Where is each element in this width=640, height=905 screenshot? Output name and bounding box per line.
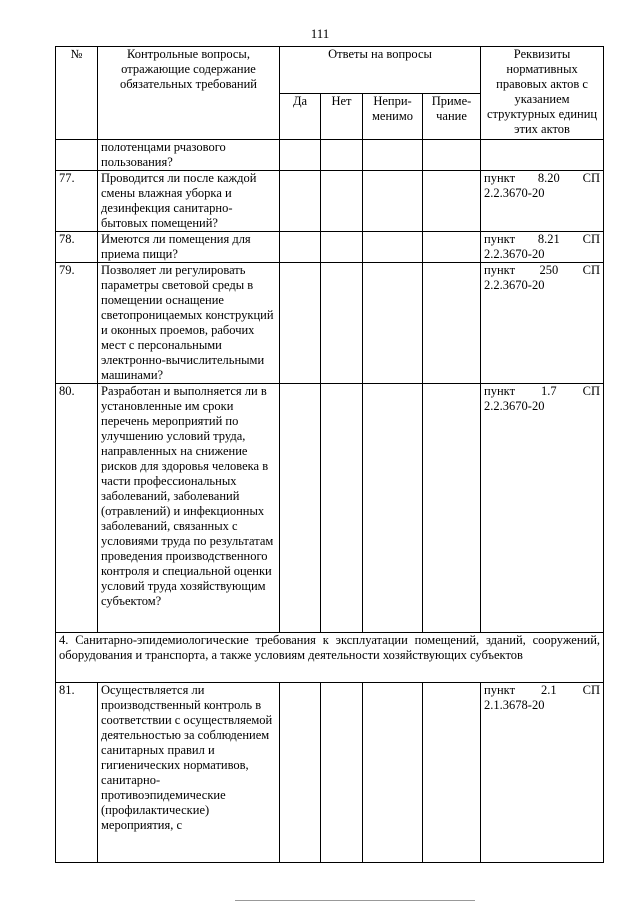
row-num: 79. — [56, 263, 98, 384]
question-cell: Разработан и выполняется ли в установленные им сроки перечень мероприятий по улучшению условий труда, направленных на снижение рисков для здоровья человека в части профессиональных заболеваний, заболеваний (отравлений) и инфекционных заболеваний, связанных с условиями труда по результатам проведения производственного контроля и специальной оценки условий труда хозяйствующим субъектом? — [98, 384, 280, 633]
answer-yes-cell[interactable] — [280, 263, 321, 384]
answer-yes-cell[interactable] — [280, 232, 321, 263]
answer-no-cell[interactable] — [321, 384, 363, 633]
answer-note-cell[interactable] — [423, 683, 481, 863]
table-row — [56, 171, 604, 232]
answer-yes-cell[interactable] — [280, 171, 321, 232]
ref-cell: пункт 8.20 СП 2.2.3670-20 — [481, 171, 604, 232]
checklist-table — [55, 46, 604, 863]
answer-no-cell[interactable] — [321, 263, 363, 384]
answer-note-cell[interactable] — [423, 263, 481, 384]
ref-cell: пункт 8.21 СП 2.2.3670-20 — [481, 232, 604, 263]
table-row — [56, 384, 604, 633]
header-yes: Да — [280, 94, 321, 140]
page-bottom-rule — [235, 900, 475, 901]
row-num: 80. — [56, 384, 98, 633]
answer-note-cell[interactable] — [423, 140, 481, 171]
answer-yes-cell[interactable] — [280, 140, 321, 171]
answer-na-cell[interactable] — [363, 683, 423, 863]
answer-na-cell[interactable] — [363, 263, 423, 384]
row-num: 77. — [56, 171, 98, 232]
answer-note-cell[interactable] — [423, 232, 481, 263]
table-row — [56, 140, 604, 171]
header-requisites: Реквизиты нормативных правовых актов с указанием структурных единиц этих актов — [481, 47, 604, 140]
row-num: 81. — [56, 683, 98, 863]
answer-na-cell[interactable] — [363, 140, 423, 171]
question-cell: Позволяет ли регулировать параметры световой среды в помещении оснащение светопроницаемых конструкций и оконных проемов, рабочих мест с персональными электронно-вычислительными машинами? — [98, 263, 280, 384]
header-questions: Контрольные вопросы, отражающие содержание обязательных требований — [98, 47, 280, 140]
answer-no-cell[interactable] — [321, 232, 363, 263]
ref-cell: пункт 250 СП 2.2.3670-20 — [481, 263, 604, 384]
ref-cell: пункт 1.7 СП 2.2.3670-20 — [481, 384, 604, 633]
answer-no-cell[interactable] — [321, 683, 363, 863]
ref-cell — [481, 140, 604, 171]
section-title: 4. Санитарно-эпидемиологические требования к эксплуатации помещений, зданий, сооружений, оборудования и транспорта, а также условиям деятельности хозяйствующих субъектов — [56, 633, 604, 683]
answer-na-cell[interactable] — [363, 171, 423, 232]
answer-na-cell[interactable] — [363, 384, 423, 633]
page-number: 111 — [310, 26, 330, 41]
ref-cell: пункт 2.1 СП 2.1.3678-20 — [481, 683, 604, 863]
answer-no-cell[interactable] — [321, 140, 363, 171]
header-no: Нет — [321, 94, 363, 140]
row-num: 78. — [56, 232, 98, 263]
header-num: № — [56, 47, 98, 140]
table-row — [56, 232, 604, 263]
table-row — [56, 683, 604, 863]
answer-note-cell[interactable] — [423, 171, 481, 232]
header-answers: Ответы на вопросы — [280, 47, 481, 94]
answer-na-cell[interactable] — [363, 232, 423, 263]
num-cell — [56, 140, 98, 171]
question-cell: Осуществляется ли производственный контроль в соответствии с осуществляемой деятельностью за соблюдением санитарных правил и гигиенических нормативов, санитарно-противоэпидемические (профилактические) мероприятия, с — [98, 683, 280, 863]
table-row — [56, 263, 604, 384]
header-not-applicable: Непри- менимо — [363, 94, 423, 140]
answer-note-cell[interactable] — [423, 384, 481, 633]
header-note: Приме- чание — [423, 94, 481, 140]
table-header — [56, 47, 604, 140]
question-cell: Проводится ли после каждой смены влажная уборка и дезинфекция санитарно-бытовых помещений? — [98, 171, 280, 232]
answer-yes-cell[interactable] — [280, 683, 321, 863]
answer-yes-cell[interactable] — [280, 384, 321, 633]
question-cell: Имеются ли помещения для приема пищи? — [98, 232, 280, 263]
question-cell: полотенцами рчазового пользования? — [98, 140, 280, 171]
answer-no-cell[interactable] — [321, 171, 363, 232]
section-row — [56, 633, 604, 683]
